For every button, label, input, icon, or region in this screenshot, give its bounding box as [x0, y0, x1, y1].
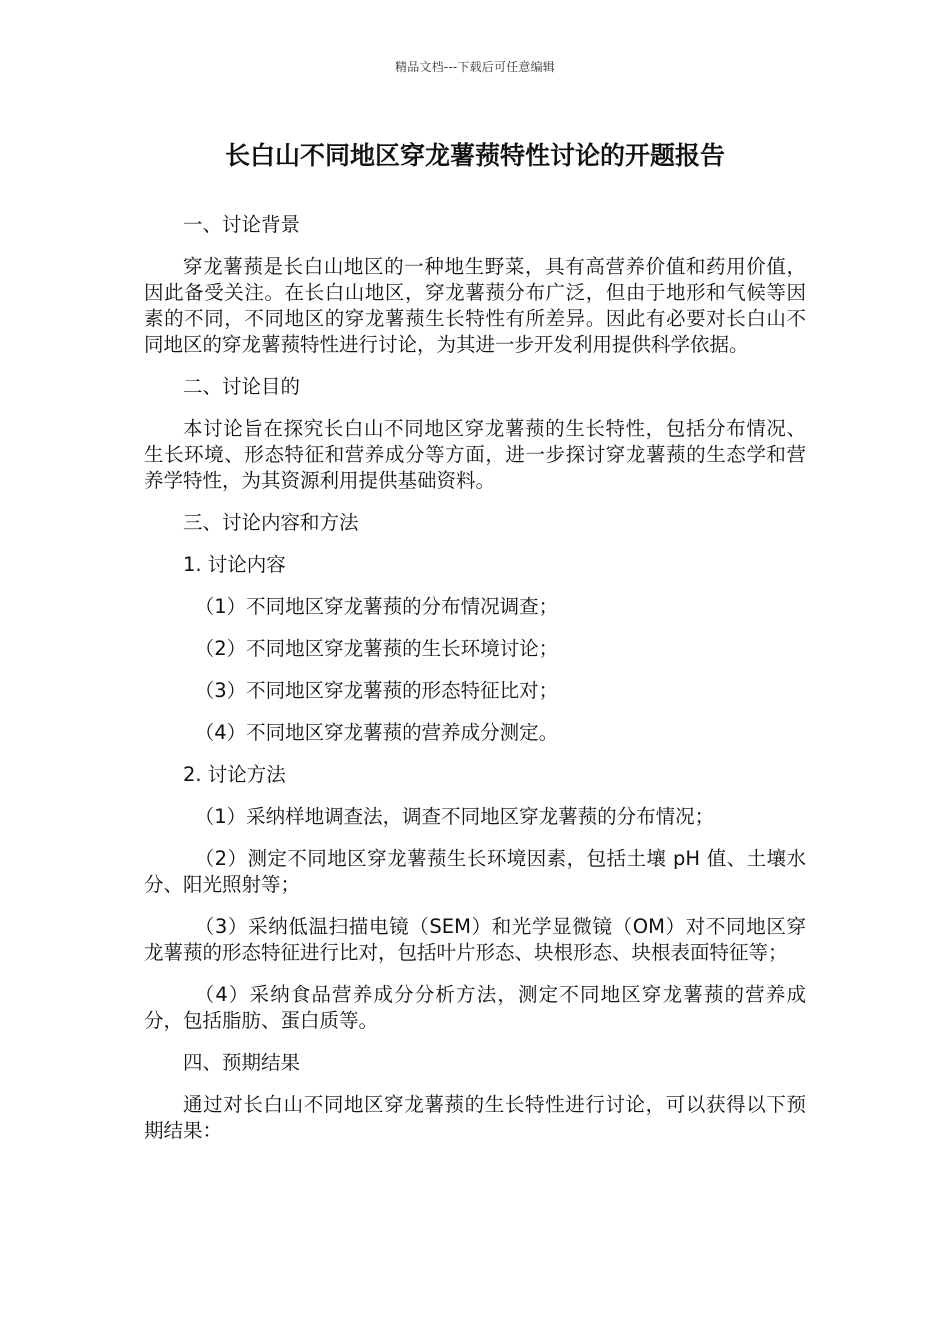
paragraph-results: 通过对长白山不同地区穿龙薯蓣的生长特性进行讨论，可以获得以下预期结果： [144, 1093, 806, 1142]
content-list-item: （3）不同地区穿龙薯蓣的形态特征比对； [194, 679, 559, 702]
section-heading-results: 四、预期结果 [183, 1051, 301, 1074]
content-list-item: （4）不同地区穿龙薯蓣的营养成分测定。 [194, 721, 559, 744]
paragraph-background: 穿龙薯蓣是长白山地区的一种地生野菜，具有高营养价值和药用价值，因此备受关注。在长白山地区，穿龙薯蓣分布广泛，但由于地形和气候等因素的不同，不同地区的穿龙薯蓣生长特性有所差异。因此有必要对长白山不同地区的穿龙薯蓣特性进行讨论，为其进一步开发利用提供科学依据。 [144, 255, 806, 356]
section-heading-content-method: 三、讨论内容和方法 [183, 511, 359, 534]
subheading-method: 2. 讨论方法 [183, 763, 286, 786]
method-list-item: （3）采纳低温扫描电镜（SEM）和光学显微镜（OM）对不同地区穿龙薯蓣的形态特征进行比对，包括叶片形态、块根形态、块根表面特征等； [144, 915, 806, 964]
paragraph-purpose: 本讨论旨在探究长白山不同地区穿龙薯蓣的生长特性，包括分布情况、生长环境、形态特征和营养成分等方面，进一步探讨穿龙薯蓣的生态学和营养学特性，为其资源利用提供基础资料。 [144, 417, 806, 492]
content-list-item: （2）不同地区穿龙薯蓣的生长环境讨论； [194, 637, 559, 660]
document-body [144, 212, 806, 1160]
document-title: 长白山不同地区穿龙薯蓣特性讨论的开题报告 [224, 141, 725, 170]
page-header-watermark: 精品文档---下载后可任意编辑 [395, 60, 555, 74]
content-list-item: （1）不同地区穿龙薯蓣的分布情况调查； [194, 595, 559, 618]
method-list-item: （1）采纳样地调查法，调查不同地区穿龙薯蓣的分布情况； [194, 805, 715, 828]
section-heading-purpose: 二、讨论目的 [183, 375, 301, 398]
method-list-item: （4）采纳食品营养成分分析方法，测定不同地区穿龙薯蓣的营养成分，包括脂肪、蛋白质等。 [144, 983, 806, 1032]
method-list-item: （2）测定不同地区穿龙薯蓣生长环境因素，包括土壤 pH 值、土壤水分、阳光照射等； [144, 847, 806, 896]
section-heading-background: 一、讨论背景 [183, 213, 301, 236]
subheading-content: 1. 讨论内容 [183, 553, 286, 576]
